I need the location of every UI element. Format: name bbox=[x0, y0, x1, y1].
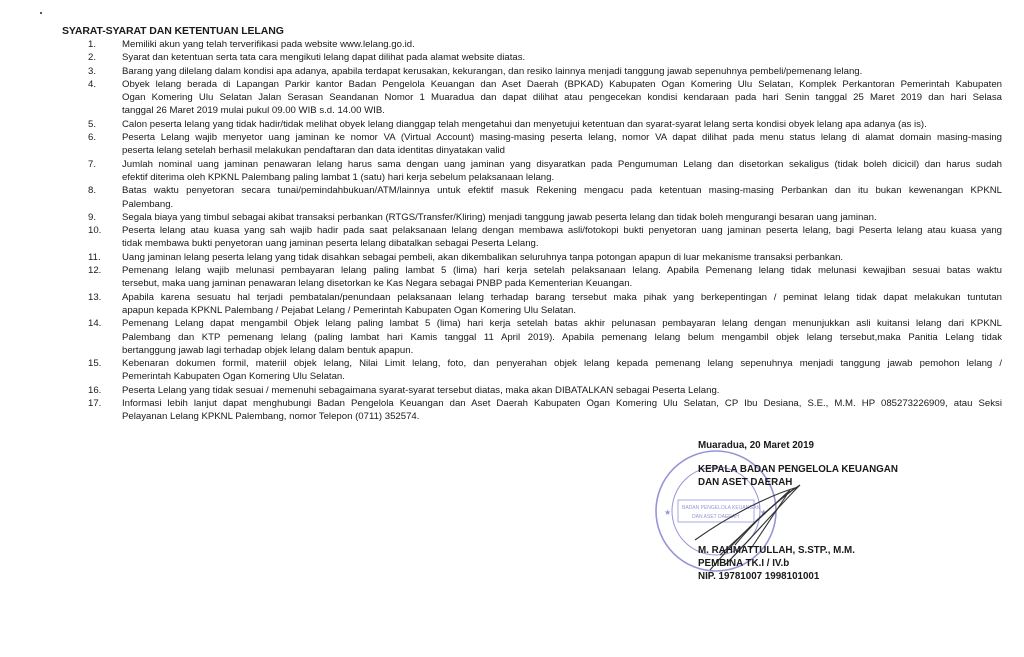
svg-text:BADAN PENGELOLA KEUANGAN: BADAN PENGELOLA KEUANGAN bbox=[682, 505, 761, 511]
svg-text:★: ★ bbox=[664, 508, 672, 517]
list-item bbox=[88, 357, 1002, 384]
list-item-text: Peserta lelang atau kuasa yang sah wajib hadir pada saat pelaksanaan lelang dengan membawa asli/fotokopi bukti penyetoran uang jaminan peserta lelang, bagi Peserta lelang atau kuasa yang bbox=[122, 225, 1002, 237]
list-item-text: Palembang. bbox=[122, 198, 174, 210]
list-item-text: tidak membawa bukti penyetoran uang jaminan peserta lelang dibatalkan sebagai Peserta Lelang. bbox=[122, 238, 539, 250]
list-item-text: peserta lelang setelah berhasil melakukan pendaftaran dan data identitas dinyatakan valid bbox=[122, 145, 505, 157]
list-item-text: tanggal 26 Maret 2019 mulai pukul 09.00 WIB s.d. 14.00 WIB. bbox=[122, 105, 385, 117]
list-item-text: Barang yang dilelang dalam kondisi apa adanya, apabila terdapat kerusakan, kekurangan, dan resiko lainnya menjadi tanggung jawab sepenuhnya pembeli/pemenang lelang. bbox=[122, 65, 863, 77]
list-item bbox=[88, 224, 1002, 251]
list-item-text: Peserta Lelang yang tidak sesuai / memenuhi sebagaimana syarat-syarat tersebut diatas, maka akan DIBATALKAN sebagai Peserta Lelang. bbox=[122, 384, 720, 396]
list-item-number: 10. bbox=[88, 225, 102, 237]
list-item bbox=[88, 291, 1002, 318]
signatory-position-2: DAN ASET DAERAH bbox=[698, 477, 793, 488]
list-item-text: Obyek lelang berada di Lapangan Parkir kantor Badan Pengelola Keuangan dan Aset Daerah (BPKAD) Kabupaten Ogan Komering Ulu Selatan, Komplek Perkantoran Pemerintah Kabupaten bbox=[122, 78, 1002, 90]
svg-text:DAN ASET DAERAH: DAN ASET DAERAH bbox=[692, 514, 739, 520]
list-item-text: Pemerintah Kabupaten Ogan Komering Ulu Selatan. bbox=[122, 371, 345, 383]
svg-text:★: ★ bbox=[760, 508, 768, 517]
list-item-number: 12. bbox=[88, 265, 102, 277]
list-item-number: 15. bbox=[88, 358, 102, 370]
list-item-number: 16. bbox=[88, 384, 102, 396]
list-item-text: Batas waktu penyetoran secara tunai/pemindahbukuan/ATM/lainnya untuk efektif masuk Rekening mengacu pada ketentuan masing-masing Perbankan dan itu bukan kewenangan KPKNL bbox=[122, 185, 1002, 197]
list-item-text: tersebut, maka uang jaminan penawaran lelang disetorkan ke Kas Negara sebagai PNBP pada Kementerian Keuangan. bbox=[122, 278, 633, 290]
list-item-number: 6. bbox=[88, 132, 97, 144]
list-item-number: 3. bbox=[88, 65, 97, 77]
signature-place-date: Muaradua, 20 Maret 2019 bbox=[698, 440, 814, 451]
list-item bbox=[88, 397, 1002, 424]
list-item-text: Uang jaminan lelang peserta lelang yang tidak disahkan sebagai pembeli, akan dikembalikan seluruhnya tanpa potongan apapun di luar mekanisme transaksi perbankan. bbox=[122, 251, 844, 263]
list-item-number: 14. bbox=[88, 318, 102, 330]
document-title: SYARAT-SYARAT DAN KETENTUAN LELANG bbox=[62, 25, 284, 37]
signatory-name: M. RAHMATTULLAH, S.STP., M.M. bbox=[698, 545, 855, 556]
list-item-text: Kebenaran dokumen formil, materiil objek lelang, Nilai Limit lelang, foto, dan penyerahan objek lelang kepada pemenang lelang sepenuhnya menjadi tanggung jawab pemohon lelang / bbox=[122, 358, 1002, 370]
list-item-text: bertanggung jawab lagi terhadap objek lelang dalam bentuk apapun. bbox=[122, 344, 414, 356]
list-item bbox=[88, 51, 1002, 64]
list-item-text: Calon peserta lelang yang tidak hadir/tidak melihat obyek lelang dianggap telah mengetahui dan menyetujui ketentuan dan syarat-syarat lelang serta kondisi obyek lelang apa adanya (as is). bbox=[122, 118, 927, 130]
list-item bbox=[88, 211, 1002, 224]
list-item-text: Peserta Lelang wajib menyetor uang jaminan ke nomor VA (Virtual Account) masing-masing peserta lelang, nomor VA dapat dilihat pada menu status lelang di alamat domain masing-masing bbox=[122, 132, 1002, 144]
list-item bbox=[88, 118, 1002, 131]
list-item-text: Segala biaya yang timbul sebagai akibat transaksi perbankan (RTGS/Transfer/Kliring) menjadi tanggung jawab peserta lelang dan tidak boleh mengurangi besaran uang jaminan. bbox=[122, 211, 877, 223]
list-item-text: Memiliki akun yang telah terverifikasi pada website www.lelang.go.id. bbox=[122, 39, 415, 50]
list-item-text: Apabila karena sesuatu hal terjadi pembatalan/penundaan pelaksanaan lelang terhadap barang tersebut maka pihak yang berkepentingan / peminat lelang tidak dapat melakukan tuntutan bbox=[122, 291, 1002, 303]
list-item bbox=[88, 78, 1002, 118]
list-item-text: apapun kepada KPKNL Palembang / Pejabat Lelang / Pemerintah Kabupaten Ogan Komering Ulu Selatan. bbox=[122, 304, 577, 316]
list-item-text: Palembang dan KTP pemenang lelang (paling lambat hari Kamis tanggal 11 April 2019). Apabila pemenang lelang belum mengambil objek lelang tersebut,maka Panitia Lelang tidak bbox=[122, 331, 1002, 343]
list-item-number: 7. bbox=[88, 158, 97, 170]
list-item-number: 9. bbox=[88, 211, 97, 223]
list-item bbox=[88, 317, 1002, 357]
list-item-number: 13. bbox=[88, 291, 102, 303]
list-item-text: Pelayanan Lelang KPKNL Palembang, nomor Telepon (0711) 352574. bbox=[122, 411, 420, 423]
list-item-text: efektif diterima oleh KPKNL Palembang paling lambat 1 (satu) hari kerja sebelum pelaksanaan lelang. bbox=[122, 171, 555, 183]
list-item-number: 2. bbox=[88, 52, 97, 64]
list-item-number: 17. bbox=[88, 398, 102, 410]
list-item bbox=[88, 158, 1002, 185]
terms-list bbox=[88, 38, 1002, 424]
list-item bbox=[88, 38, 1002, 51]
list-item bbox=[88, 384, 1002, 397]
list-item-number: 11. bbox=[88, 251, 101, 263]
scan-speck bbox=[40, 12, 42, 14]
list-item bbox=[88, 184, 1002, 211]
list-item bbox=[88, 264, 1002, 291]
list-item-text: Jumlah nominal uang jaminan penawaran lelang harus sama dengan uang jaminan yang disyaratkan pada Pengumuman Lelang dan disetorkan sekaligus (tidak boleh dicicil) dan harus sudah bbox=[122, 158, 1002, 170]
list-item-text: Syarat dan ketentuan serta tata cara mengikuti lelang dapat dilihat pada alamat website diatas. bbox=[122, 52, 526, 64]
list-item-number: 5. bbox=[88, 118, 97, 130]
list-item bbox=[88, 131, 1002, 158]
list-item-number: 1. bbox=[88, 39, 97, 50]
list-item-number: 4. bbox=[88, 78, 97, 90]
signatory-rank: PEMBINA TK.I / IV.b bbox=[698, 558, 790, 569]
list-item-number: 8. bbox=[88, 185, 97, 197]
list-item bbox=[88, 65, 1002, 78]
signatory-position: KEPALA BADAN PENGELOLA KEUANGAN bbox=[698, 464, 898, 475]
list-item-text: Pemenang Lelang dapat mengambil Objek lelang paling lambat 5 (lima) hari kerja setelah batas akhir pelunasan pembayaran lelang dengan menunjukkan asli kuitansi lelang dari KPKNL bbox=[122, 318, 1002, 330]
list-item-text: Pemenang lelang wajib melunasi pembayaran lelang paling lambat 5 (lima) hari kerja setelah pelaksanaan lelang. Apabila Pemenang lelang tidak melunasi kewajiban sesuai batas waktu bbox=[122, 265, 1002, 277]
list-item-text: Informasi lebih lanjut dapat menghubungi Badan Pengelola Keuangan dan Aset Daerah Kabupaten Ogan Komering Ulu Selatan, CP Ibu Desiana, S.E., M.M. HP 085273226909, atau Seksi bbox=[122, 398, 1002, 410]
signatory-nip: NIP. 19781007 1998101001 bbox=[698, 571, 820, 582]
list-item bbox=[88, 251, 1002, 264]
list-item-text: Ogan Komering Ulu Selatan Jalan Serasan Seandanan Nomor 1 Muaradua dan dapat dilihat atau pengecekan kondisi kendaraan pada hari Senin tanggal 25 Maret 2019 dan hari Selasa bbox=[122, 92, 1002, 104]
